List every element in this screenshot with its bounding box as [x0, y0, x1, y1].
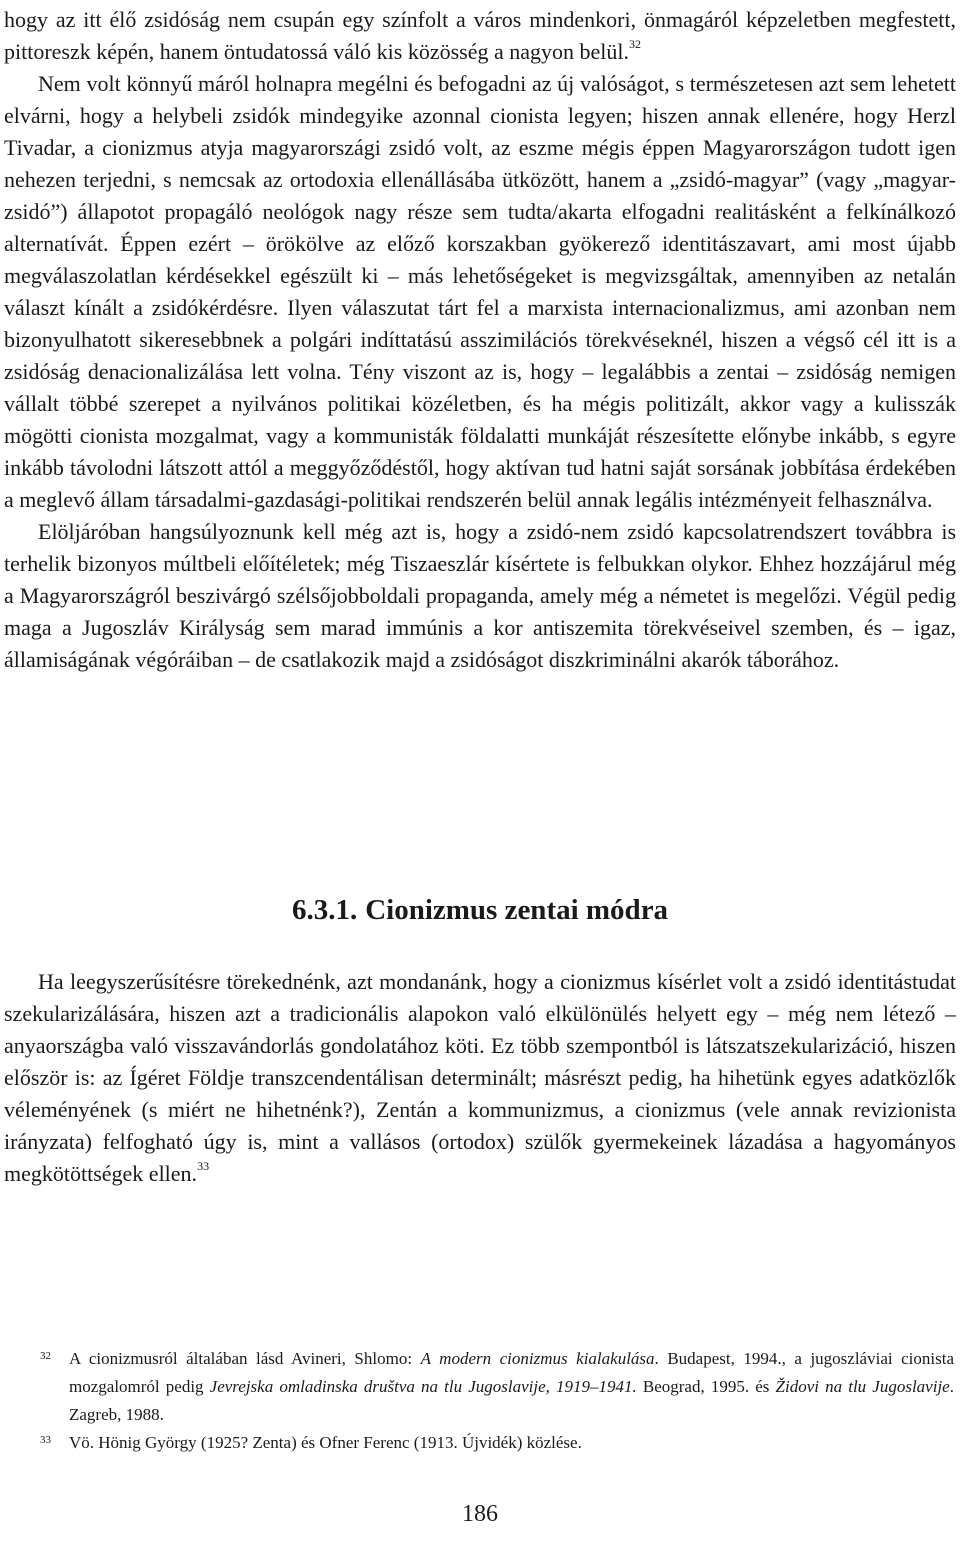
section-number: 6.3.1.	[291, 894, 358, 926]
footnote-33: 33 Vö. Hönig György (1925? Zenta) és Ofner Ferenc (1913. Újvidék) közlése.	[40, 1429, 954, 1457]
section-heading	[0, 890, 960, 930]
footnote-32: 32 A cionizmusról általában lásd Avineri, Shlomo: A modern cionizmus kialakulása. Budapest, 1994., a jugoszláviai cionista mozgalomról pedig Jevrejska omladinska društva na tlu Jugoslavije, 1919–1941. Beograd, 1995. és Židovi na tlu Jugoslavije. Zagreb, 1988.	[40, 1345, 954, 1429]
paragraph: Ha leegyszerűsítésre törekednénk, azt mondanánk, hogy a cionizmus kísérlet volt a zsidó identitástudat szekularizálására, hiszen azt a tradicionális alapokon való elkülönülés helyett egy – még nem létező – anyaországba való visszavándorlás gondolatához köti. Ez több szempontból is látszatszekularizáció, hiszen először is: az Ígéret Földje transzcendentálisan determinált; másrészt pedig, ha hihetünk egyes adatközlők véleményének (s miért ne hihetnénk?), Zentán a kommunizmus, a cionizmus (vele annak revizionista irányzata) felfogható úgy is, mint a vallásos (ortodox) szülők gyermekeinek lázadása a hagyományos megkötöttségek ellen.$^{33}$	[4, 969, 956, 1186]
section-title: Cionizmus zentai módra	[365, 894, 669, 926]
paragraph-continuation: hogy az itt élő zsidóság nem csupán egy színfolt a város mindenkori, önmagáról képzeletben megfestett, pittoreszk képén, hanem öntudatossá váló kis közösség a nagyon belül.$^{32}$	[4, 7, 956, 64]
page-number: 186	[462, 1501, 498, 1527]
footnote-ref-32[interactable]: 32	[629, 37, 642, 51]
section-2-text	[4, 966, 956, 1190]
section-1-text	[4, 4, 956, 676]
cited-title: Jevrejska omladinska društva na tlu Jugoslavije, 1919–1941.	[209, 1377, 637, 1396]
cited-title: Židovi na tlu Jugoslavije	[775, 1377, 950, 1396]
paragraph: Nem volt könnyű máról holnapra megélni és befogadni az új valóságot, s természetesen azt sem lehetett elvárni, hogy a helybeli zsidók mindegyike azonnal cionista legyen; hiszen annak ellenére, hogy Herzl Tivadar, a cionizmus atyja magyarországi zsidó volt, az eszme mégis éppen Magyarországon tudott igen nehezen terjedni, s nemcsak az ortodoxia ellenállásába ütközött, hanem a „zsidó-magyar” (vagy „magyar-zsidó”) állapotot propagáló neológok nagy része sem tudta/akarta elfogadni realitásként a felkínálkozó alternatívát. Éppen ezért – örökölve az előző korszakban gyökerező identitászavart, ami most újabb megválaszolatlan kérdésekkel egészült ki – más lehetőségeket is megvizsgáltak, amennyiben az netalán választ kínált a zsidókérdésre. Ilyen válaszutat tárt fel a marxista internacionalizmus, ami azonban nem bizonyulhatott sikeresebbnek a polgári indíttatású asszimilációs törekvéseknél, hiszen a végső cél itt is a zsidóság denacionalizálása lett volna. Tény viszont az is, hogy – legalábbis a zentai – zsidóság nemigen vállalt többé szerepet a nyilvános politikai közéletben, és ha mégis politizált, akkor vagy a kulisszák mögötti cionista mozgalmat, vagy a kommunisták földalatti munkáját részesítette előnybe inkább, s egyre inkább távolodni látszott attól a meggyőződéstől, hogy aktívan tud hatni saját sorsának jobbítása érdekében a meglevő állam társadalmi-gazdasági-politikai rendszerén belül annak legális intézményeit felhasználva.	[4, 71, 956, 512]
footnote-number: 33	[40, 1434, 51, 1446]
cited-title: A modern cionizmus kialakulása	[420, 1349, 655, 1368]
footnote-ref-33[interactable]: 33	[197, 1159, 210, 1173]
footnote-number: 32	[40, 1350, 51, 1362]
paragraph: Elöljáróban hangsúlyoznunk kell még azt is, hogy a zsidó-nem zsidó kapcsolatrendszert továbbra is terhelik bizonyos múltbeli előítéletek; még Tiszaeszlár kísértete is felbukkan olykor. Ehhez hozzájárul még a Magyarországról beszivárgó szélsőjobboldali propaganda, amely még a németet is megelőzi. Végül pedig maga a Jugoszláv Királyság sem marad immúnis a kor antiszemita törekvéseivel szemben, és – igaz, államiságának végóráiban – de csatlakozik majd a zsidóságot diszkriminálni akarók táborához.	[4, 519, 956, 672]
footnotes	[40, 1345, 954, 1457]
